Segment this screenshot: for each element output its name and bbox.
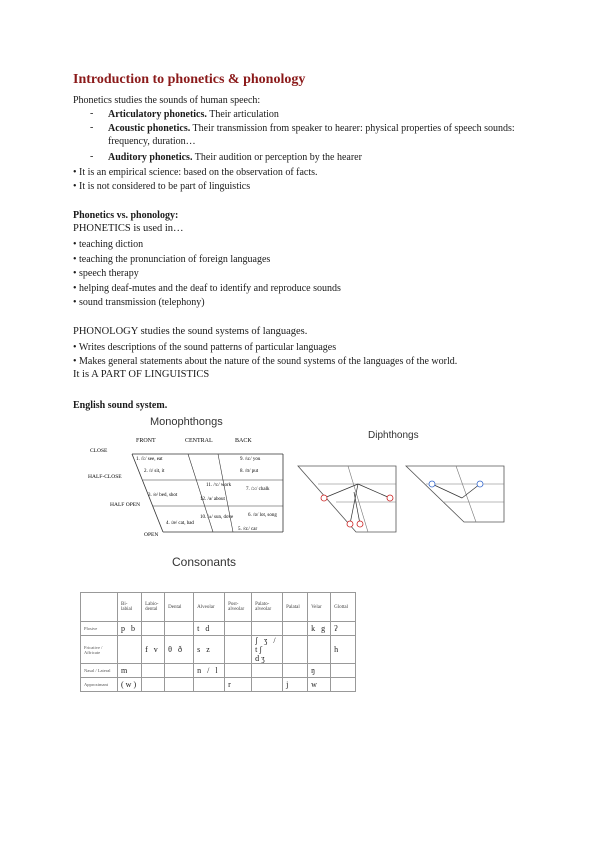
table-cell	[194, 678, 225, 692]
row-label-half-open: HALF OPEN	[110, 502, 141, 508]
table-header-cell	[81, 593, 118, 622]
phonetics-use-item: • teaching the pronunciation of foreign languages	[73, 254, 271, 265]
bullet-dash: -	[90, 108, 94, 119]
table-cell: n / l	[194, 664, 225, 678]
consonants-title: Consonants	[172, 555, 237, 569]
table-cell	[283, 622, 308, 636]
table-cell	[165, 664, 194, 678]
table-cell	[283, 664, 308, 678]
row-label-half-close: HALF-CLOSE	[88, 474, 122, 480]
phonetics-use-item: • teaching diction	[73, 239, 144, 250]
diphthongs-chart-left	[296, 462, 400, 540]
table-cell	[308, 636, 331, 664]
table-cell	[142, 678, 165, 692]
fact-item: • It is not considered to be part of linguistics	[73, 181, 251, 192]
table-cell	[142, 622, 165, 636]
table-header-cell: Velar	[308, 593, 331, 622]
fact-item: • It is an empirical science: based on the observation of facts.	[73, 167, 318, 178]
table-cell: ŋ	[308, 664, 331, 678]
branch-desc: Their transmission from speaker to hearer: physical properties of speech sounds: frequency, duration…	[108, 123, 515, 147]
phonetics-used-text: PHONETICS is used in…	[73, 223, 184, 234]
page-title: Introduction to phonetics & phonology	[73, 72, 306, 87]
diphthongs-chart-right	[404, 462, 508, 526]
table-cell: w	[308, 678, 331, 692]
vowel-label: 9. /u:/ you	[240, 457, 261, 462]
vowel-label: 8. /ʊ/ put	[240, 469, 259, 474]
table-header-cell: Labio-dental	[142, 593, 165, 622]
branch-auditory	[108, 151, 548, 164]
phonology-point: • Writes descriptions of the sound patterns of particular languages	[73, 342, 337, 353]
table-header-cell: Bi-labial	[118, 593, 142, 622]
consonants-table	[80, 592, 356, 692]
bullet-dash: -	[90, 151, 94, 162]
vowel-label: 5. /ɑ:/ car	[238, 527, 258, 532]
section-heading-english: English sound system.	[73, 400, 168, 411]
col-label-front: FRONT	[136, 438, 156, 444]
table-row	[81, 664, 356, 678]
vowel-label: 1. /i:/ see, eat	[136, 457, 163, 462]
intro-text: Phonetics studies the sounds of human speech:	[73, 95, 261, 106]
table-header-cell: Alveolar	[194, 593, 225, 622]
phonetics-use-item: • helping deaf-mutes and the deaf to identify and reproduce sounds	[73, 283, 341, 294]
table-header-row	[81, 593, 356, 622]
table-cell	[225, 664, 252, 678]
table-cell: s z	[194, 636, 225, 664]
table-cell	[118, 636, 142, 664]
branch-desc: Their articulation	[206, 109, 279, 120]
col-label-back: BACK	[235, 438, 252, 444]
row-label: Plosive	[81, 622, 118, 636]
col-label-central: CENTRAL	[185, 438, 213, 444]
branch-desc: Their audition or perception by the hearer	[192, 152, 362, 163]
table-cell: m	[118, 664, 142, 678]
table-cell: p b	[118, 622, 142, 636]
vowel-label: 10. /ʌ/ sun, dove	[200, 515, 234, 520]
vowel-label: 2. /ɪ/ sit, it	[144, 469, 165, 474]
phonetics-use-item: • speech therapy	[73, 268, 139, 279]
monophthongs-chart	[88, 428, 288, 540]
table-cell: f v	[142, 636, 165, 664]
phonetics-use-item: • sound transmission (telephony)	[73, 297, 205, 308]
table-row	[81, 636, 356, 664]
table-cell	[331, 678, 356, 692]
phonology-part-text: It is A PART OF LINGUISTICS	[73, 369, 210, 380]
monophthongs-title: Monophthongs	[150, 416, 223, 428]
diphthongs-title: Diphthongs	[368, 430, 419, 441]
row-label: Fricative / Affricate	[81, 636, 118, 664]
table-cell	[252, 664, 283, 678]
table-cell: (w)	[118, 678, 142, 692]
branch-term: Acoustic phonetics.	[108, 123, 191, 134]
table-cell	[165, 678, 194, 692]
table-header-cell: Dental	[165, 593, 194, 622]
table-header-cell: Glottal	[331, 593, 356, 622]
table-cell: j	[283, 678, 308, 692]
vowel-label: 6. /ɒ/ lot, song	[248, 513, 277, 518]
row-label: Approximant	[81, 678, 118, 692]
vowel-label: 3. /e/ bed, shot	[148, 493, 178, 498]
table-cell: r	[225, 678, 252, 692]
table-cell	[252, 622, 283, 636]
table-header-cell: Post-alveolar	[225, 593, 252, 622]
table-cell	[225, 622, 252, 636]
bullet-dash: -	[90, 122, 94, 133]
row-label-open: OPEN	[144, 532, 159, 538]
row-label-close: CLOSE	[90, 448, 108, 454]
table-cell	[165, 622, 194, 636]
table-cell: ʃ ʒ / tʃ dʒ	[252, 636, 283, 664]
table-cell	[225, 636, 252, 664]
table-cell: θ ð	[165, 636, 194, 664]
vowel-label: 12. /ə/ about	[200, 497, 225, 502]
vowel-label: 11. /ɜ:/ work	[206, 483, 232, 488]
branch-articulatory	[108, 108, 548, 121]
table-cell: ʔ	[331, 622, 356, 636]
table-cell	[283, 636, 308, 664]
table-header-cell: Palatal	[283, 593, 308, 622]
branch-term: Auditory phonetics.	[108, 152, 193, 163]
branch-term: Articulatory phonetics.	[108, 109, 207, 120]
table-cell	[252, 678, 283, 692]
table-header-cell: Palato-alveolar	[252, 593, 283, 622]
table-cell: t d	[194, 622, 225, 636]
vowel-label: 7. /ɔ:/ chalk	[246, 487, 270, 492]
branch-acoustic	[108, 122, 548, 148]
row-label: Nasal / Lateral	[81, 664, 118, 678]
table-cell: h	[331, 636, 356, 664]
table-row	[81, 622, 356, 636]
phonology-point: • Makes general statements about the nature of the sound systems of the languages of the world.	[73, 356, 458, 367]
phonology-intro: PHONOLOGY studies the sound systems of languages.	[73, 326, 308, 337]
table-row	[81, 678, 356, 692]
table-cell	[331, 664, 356, 678]
section-heading-vs: Phonetics vs. phonology:	[73, 210, 179, 221]
table-cell	[142, 664, 165, 678]
vowel-label: 4. /æ/ cat, bad	[166, 521, 194, 526]
table-cell: k g	[308, 622, 331, 636]
